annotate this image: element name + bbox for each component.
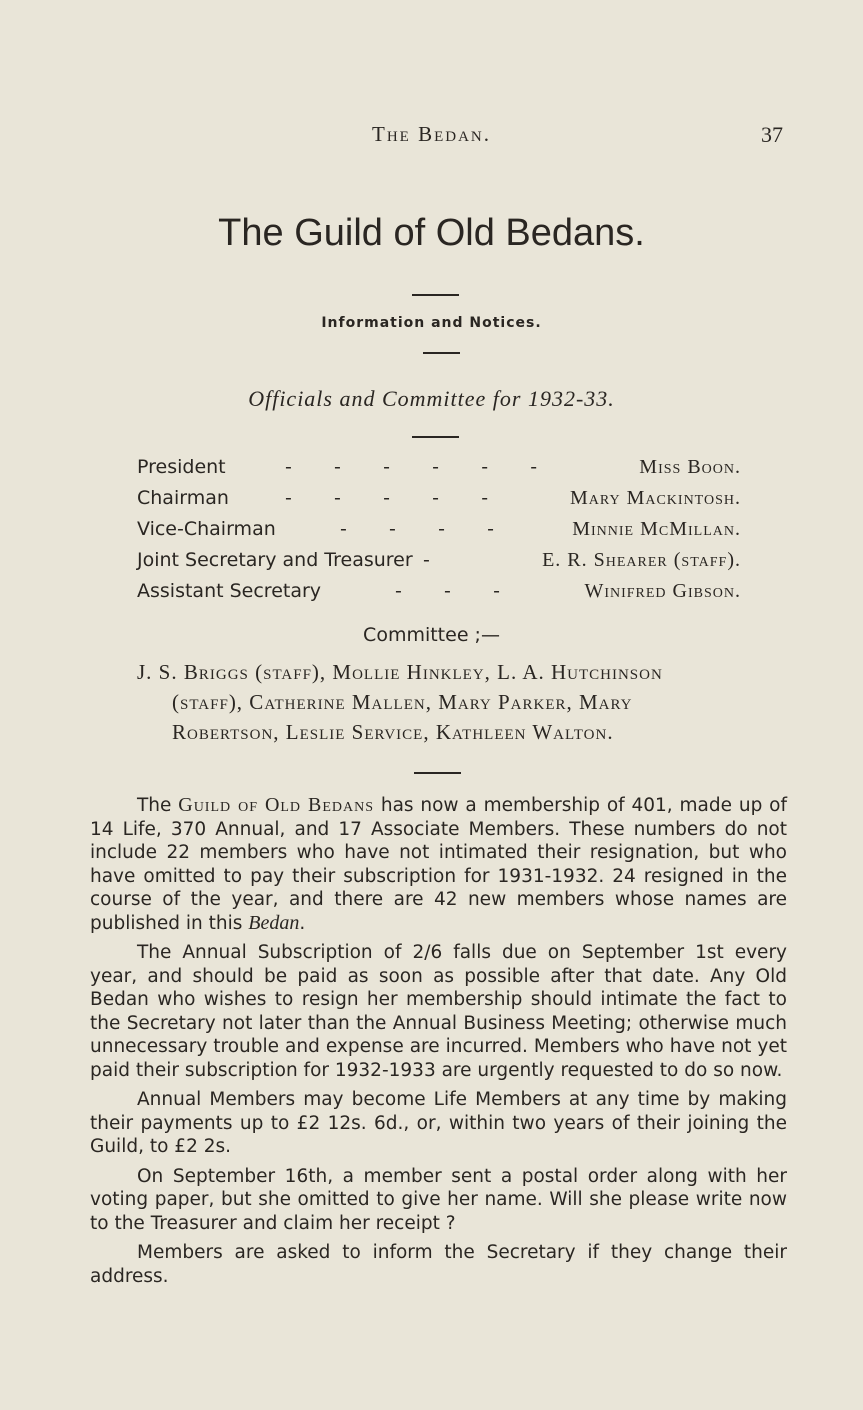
official-name: Minnie McMillan. bbox=[572, 518, 741, 540]
subtitle: Information and Notices. bbox=[321, 315, 542, 331]
officials-heading: Officials and Committee for 1932-33. bbox=[248, 386, 615, 411]
leader-dashes: - - - - - - bbox=[285, 456, 540, 478]
paragraph-subscription: The Annual Subscription of 2/6 falls due on September 1st every year, and should be paid as soon as possible after that date. Any Old Bedan who wishes to resign her membership should intimate the fact to the Secretary not later than the Annual Business Meeting; otherwise much unnecessary trouble and expense are incurred. Members who have not yet paid their subscription for 1932-1933 are urgently requested to do so now. bbox=[90, 942, 787, 1081]
committee-line: (staff), Catherine Mallen, Mary Parker, Mary bbox=[172, 690, 633, 714]
leader-dashes: - - - - - bbox=[285, 487, 491, 509]
paragraph-membership bbox=[90, 794, 787, 935]
official-role: President bbox=[137, 456, 226, 478]
paragraph-text: has now a membership of 401, made up of 14 Life, 370 Annual, and 17 Associate Members. These numbers do not include 22 members who have not intimated their resignation, but who have omitted to pay their subscription for 1931-1932. 24 resigned in the course of the year, and there are 42 new members whose names are published in this bbox=[90, 795, 787, 934]
divider-rule bbox=[412, 294, 459, 296]
official-role: Chairman bbox=[137, 487, 229, 509]
leader-dashes: - - - bbox=[395, 580, 502, 602]
page-title: The Guild of Old Bedans. bbox=[218, 212, 645, 254]
official-name: Miss Boon. bbox=[639, 456, 741, 478]
magazine-name: Bedan bbox=[248, 911, 300, 934]
official-row bbox=[137, 549, 741, 580]
official-name: Winifred Gibson. bbox=[584, 580, 741, 602]
committee-line: J. S. Briggs (staff), Mollie Hinkley, L. A. Hutchinson bbox=[137, 660, 663, 684]
committee-label: Committee ;— bbox=[363, 624, 500, 646]
divider-rule bbox=[423, 352, 460, 354]
official-role: Vice-Chairman bbox=[137, 518, 276, 540]
committee-line: Robertson, Leslie Service, Kathleen Walton. bbox=[172, 720, 614, 744]
officials-list bbox=[137, 456, 741, 611]
divider-rule bbox=[414, 772, 461, 774]
guild-name: Guild of Old Bedans bbox=[178, 794, 375, 816]
official-name: E. R. Shearer (staff). bbox=[542, 549, 741, 571]
notices-body bbox=[90, 794, 787, 1294]
official-role: Assistant Secretary bbox=[137, 580, 322, 602]
leader-dashes: - bbox=[423, 549, 432, 571]
paragraph-postal-order: On September 16th, a member sent a postal order along with her voting paper, but she omitted to give her name. Will she please write now to the Treasurer and claim her receipt ? bbox=[90, 1165, 787, 1234]
leader-dashes: - - - - bbox=[340, 518, 497, 540]
paragraph-life-members: Annual Members may become Life Members at any time by making their payments up to £2 12s. 6d., or, within two years of their joining the Guild, to £2 2s. bbox=[90, 1089, 787, 1157]
official-row bbox=[137, 518, 741, 549]
divider-rule bbox=[412, 436, 459, 438]
official-row bbox=[137, 580, 741, 611]
paragraph-address: Members are asked to inform the Secretary if they change their address. bbox=[90, 1242, 787, 1287]
official-row bbox=[137, 456, 741, 487]
paragraph-text: . bbox=[299, 912, 306, 934]
page-number: 37 bbox=[761, 122, 783, 147]
official-name: Mary Mackintosh. bbox=[570, 487, 741, 509]
official-role: Joint Secretary and Treasurer bbox=[137, 549, 413, 571]
official-row bbox=[137, 487, 741, 518]
paragraph-text: The bbox=[137, 795, 179, 816]
running-title: The Bedan. bbox=[372, 122, 491, 146]
